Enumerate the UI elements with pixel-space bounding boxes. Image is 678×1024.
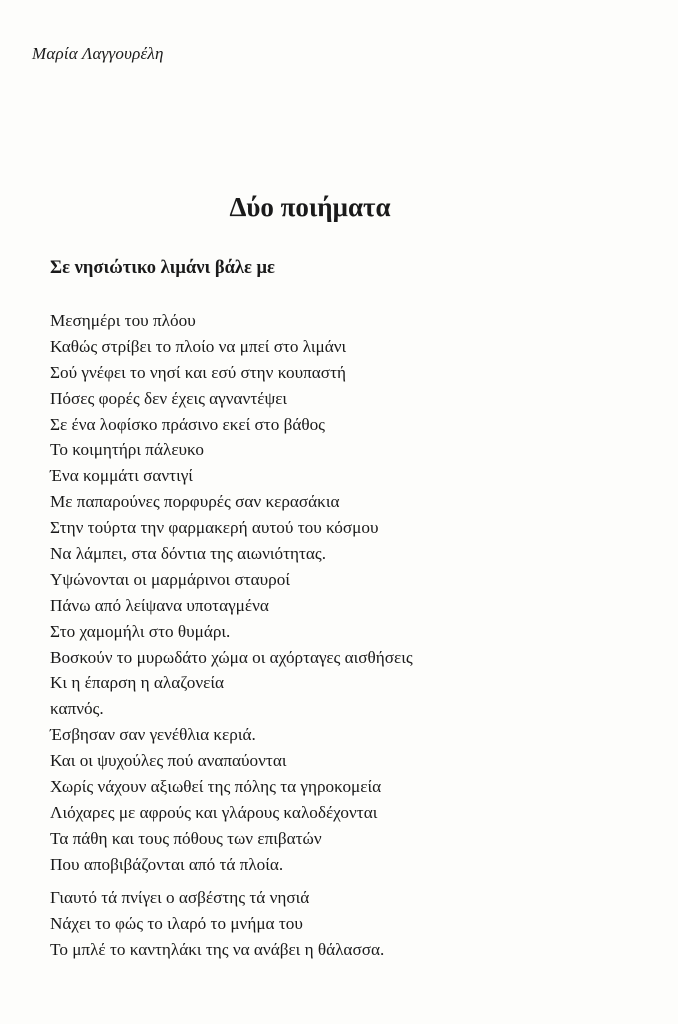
poem-line: Το μπλέ το καντηλάκι της να ανάβει η θάλασσα. [50, 939, 385, 959]
poem-line: Στο χαμομήλι στο θυμάρι. [50, 621, 231, 641]
poem-line: Λιόχαρες με αφρούς και γλάρους καλοδέχονται [50, 802, 378, 822]
poem-line: Υψώνονται οι μαρμάρινοι σταυροί [50, 569, 290, 589]
poem-line: Χωρίς νάχουν αξιωθεί της πόλης τα γηροκομεία [50, 777, 382, 797]
poem-line: Να λάμπει, στα δόντια της αιωνιότητας. [50, 544, 326, 564]
running-head-author: Μαρία Λαγγουρέλη [32, 44, 164, 63]
poem-line: Με παπαρούνες πορφυρές σαν κερασάκια [50, 492, 340, 512]
poem-line: Μεσημέρι του πλόου [50, 311, 196, 330]
poem-line: Γιαυτό τά πνίγει ο ασβέστης τά νησιά [50, 888, 310, 907]
poem-line: Πάνω από λείψανα υποταγμένα [50, 595, 269, 615]
stanza-1 [50, 308, 413, 878]
poem-line: Έσβησαν σαν γενέθλια κεριά. [50, 725, 256, 745]
poem-line: Τα πάθη και τους πόθους των επιβατών [50, 828, 322, 848]
poem-line: Κι η έπαρση η αλαζονεία [50, 673, 224, 693]
page-title: Δύο ποιήματα [229, 192, 391, 222]
poem-line: Βοσκούν το μυρωδάτο χώμα οι αχόρταγες αισθήσεις [50, 647, 413, 667]
poem-line: Πόσες φορές δεν έχεις αγναντέψει [50, 388, 288, 408]
poem-line: Σε ένα λοφίσκο πράσινο εκεί στο βάθος [50, 414, 325, 434]
poem-line: καπνός. [50, 699, 104, 719]
stanza-2 [50, 885, 384, 963]
poem-line: Και οι ψυχούλες πού αναπαύονται [50, 751, 287, 771]
poem-line: Ένα κομμάτι σαντιγί [50, 466, 193, 486]
poem-line: Το κοιμητήρι πάλευκο [50, 440, 204, 460]
poem-line: Στην τούρτα την φαρμακερή αυτού του κόσμου [50, 518, 379, 538]
poem-line: Νάχει το φώς το ιλαρό το μνήμα του [50, 913, 303, 933]
poem-title: Σε νησιώτικο λιμάνι βάλε με [50, 258, 275, 278]
poem-line: Καθώς στρίβει το πλοίο να μπεί στο λιμάνι [50, 336, 347, 356]
poem-line: Σού γνέφει το νησί και εσύ στην κουπαστή [50, 362, 346, 382]
poem-line: Που αποβιβάζονται από τά πλοία. [50, 854, 284, 874]
